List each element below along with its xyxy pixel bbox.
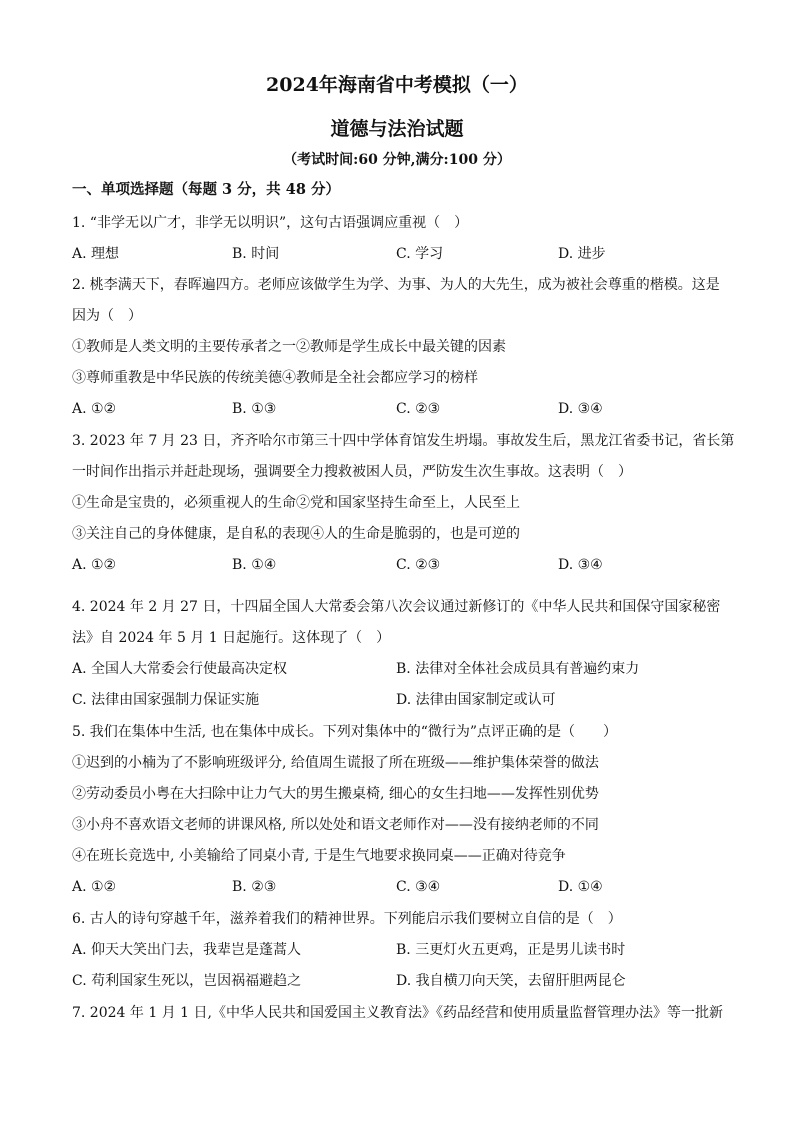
option-b: B. ①③ (232, 401, 277, 417)
option-b: B. 三更灯火五更鸡，正是男儿读书时 (396, 942, 626, 958)
question-item: ③小舟不喜欢语文老师的讲课风格, 所以处处和语文老师作对——没有接纳老师的不同 (72, 817, 599, 833)
option-a: A. 仰天大笑出门去，我辈岂是蓬蒿人 (72, 942, 302, 958)
option-d: D. ①④ (558, 879, 603, 895)
question-item: ①生命是宝贵的，必须重视人的生命②党和国家坚持生命至上，人民至上 (72, 495, 520, 511)
option-c: C. ③④ (396, 879, 441, 895)
option-c: C. 苟利国家生死以，岂因祸福避趋之 (72, 973, 302, 989)
option-a: A. ①② (72, 879, 117, 895)
option-b: B. 时间 (232, 246, 280, 262)
option-d: D. ③④ (558, 557, 603, 573)
option-a: A. 理想 (72, 246, 120, 262)
option-c: C. 法律由国家强制力保证实施 (72, 692, 260, 708)
option-b: B. ①④ (232, 557, 277, 573)
question-stem: 法》自 2024 年 5 月 1 日起施行。这体现了（ ） (72, 630, 391, 646)
exam-note: （考试时间:60 分钟,满分:100 分） (283, 152, 511, 168)
option-a: A. 全国人大常委会行使最高决定权 (72, 661, 288, 677)
option-b: B. ②③ (232, 879, 277, 895)
question-stem: 3. 2023 年 7 月 23 日，齐齐哈尔市第三十四中学体育馆发生坍塌。事故发生后，黑龙江省委书记，省长第 (72, 433, 735, 449)
question-stem: 2. 桃李满天下，春晖遍四方。老师应该做学生为学、为事、为人的大先生，成为被社会尊重的楷模。这是 (72, 277, 720, 293)
option-a: A. ①② (72, 401, 117, 417)
option-d: D. 进步 (558, 246, 606, 262)
exam-title: 2024年海南省中考模拟（一） (266, 74, 528, 96)
option-a: A. ①② (72, 557, 117, 573)
option-d: D. 法律由国家制定或认可 (396, 692, 556, 708)
question-stem: 1. “非学无以广才，非学无以明识”，这句古语强调应重视（ ） (72, 215, 469, 231)
option-c: C. 学习 (396, 246, 444, 262)
subject-title: 道德与法治试题 (330, 118, 464, 140)
question-item: ③关注自己的身体健康，是自私的表现④人的生命是脆弱的，也是可逆的 (72, 526, 520, 542)
section-heading: 一、单项选择题（每题 3 分，共 48 分） (72, 181, 340, 198)
question-stem: 一时间作出指示并赶赴现场，强调要全力搜救被困人员，严防发生次生事故。这表明（ ） (72, 464, 632, 480)
question-stem: 6. 古人的诗句穿越千年，滋养着我们的精神世界。下列能启示我们要树立自信的是（ ） (72, 911, 622, 927)
question-stem: 4. 2024 年 2 月 27 日，十四届全国人大常委会第八次会议通过新修订的《中华人民共和国保守国家秘密 (72, 599, 721, 615)
option-c: C. ②③ (396, 557, 441, 573)
question-item: ①教师是人类文明的主要传承者之一②教师是学生成长中最关键的因素 (72, 339, 506, 355)
question-item: ③尊师重教是中华民族的传统美德④教师是全社会都应学习的榜样 (72, 370, 478, 386)
option-d: D. ③④ (558, 401, 603, 417)
question-stem: 7. 2024 年 1 月 1 日,《中华人民共和国爱国主义教育法》《药品经营和使用质量监督管理办法》等一批新 (72, 1005, 723, 1021)
option-b: B. 法律对全体社会成员具有普遍约束力 (396, 661, 640, 677)
question-stem: 因为（ ） (72, 308, 142, 324)
question-stem: 5. 我们在集体中生活, 也在集体中成长。下列对集体中的“微行为”点评正确的是（ ） (72, 724, 618, 740)
option-d: D. 我自横刀向天笑，去留肝胆两昆仑 (396, 973, 626, 989)
question-item: ④在班长竞选中, 小美输给了同桌小青, 于是生气地要求换同桌——正确对待竞争 (72, 848, 566, 864)
question-item: ②劳动委员小粤在大扫除中让力气大的男生搬桌椅, 细心的女生扫地——发挥性别优势 (72, 786, 599, 802)
question-item: ①迟到的小楠为了不影响班级评分, 给值周生谎报了所在班级——维护集体荣誉的做法 (72, 755, 599, 771)
option-c: C. ②③ (396, 401, 441, 417)
